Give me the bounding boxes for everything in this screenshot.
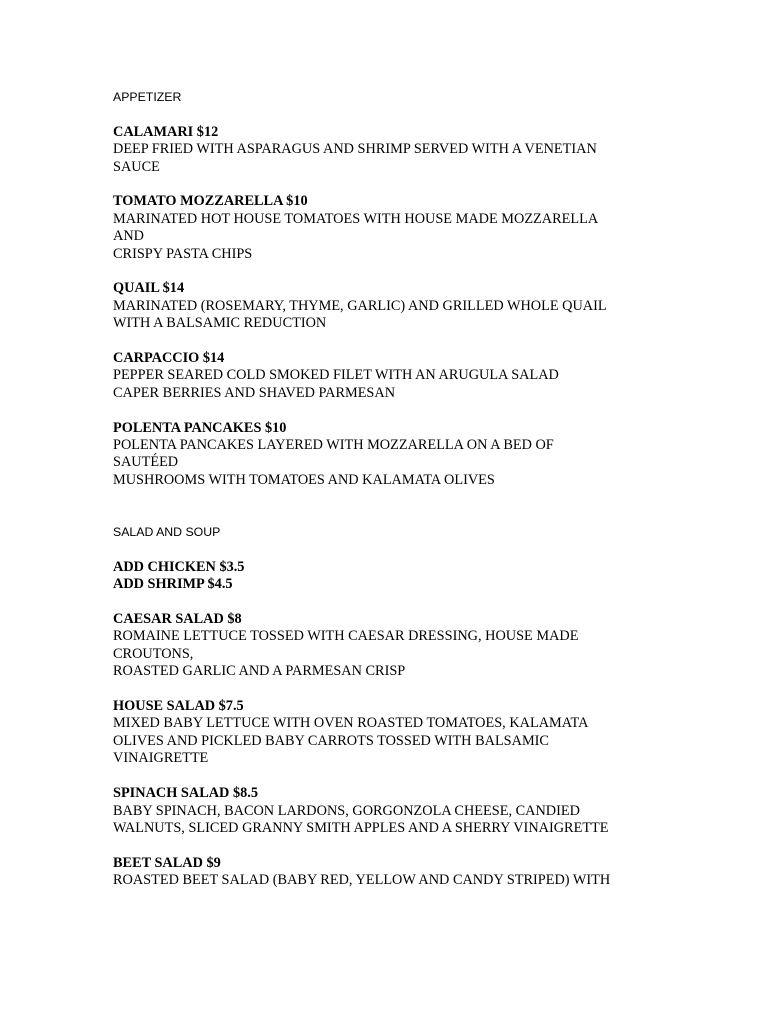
- item-title: CAESAR SALAD $8: [113, 611, 242, 628]
- item-description-line: SAUCE: [113, 158, 160, 175]
- item-title: POLENTA PANCAKES $10: [113, 419, 287, 436]
- item-description-line: VINAIGRETTE: [113, 750, 209, 767]
- item-title: SPINACH SALAD $8.5: [113, 785, 258, 802]
- item-description-line: ROASTED BEET SALAD (BABY RED, YELLOW AND CANDY STRIPED) WITH: [113, 872, 611, 889]
- section-heading: SALAD AND SOUP: [113, 525, 221, 540]
- addon-shrimp: ADD SHRIMP $4.5: [113, 576, 233, 593]
- section-appetizer: [113, 89, 713, 489]
- item-title: HOUSE SALAD $7.5: [113, 698, 244, 715]
- item-description-line: WITH A BALSAMIC REDUCTION: [113, 315, 327, 332]
- item-title: CALAMARI $12: [113, 123, 219, 140]
- section-salad-and-soup: [113, 524, 713, 889]
- menu-item-spinach-salad: [113, 785, 713, 837]
- section-heading: APPETIZER: [113, 90, 182, 104]
- menu-item-calamari: [113, 124, 713, 176]
- menu-page: [113, 89, 713, 890]
- item-description-line: SAUTÉED: [113, 454, 179, 471]
- item-description-line: ROASTED GARLIC AND A PARMESAN CRISP: [113, 663, 406, 680]
- addons-list: [113, 559, 713, 594]
- item-description-line: CAPER BERRIES AND SHAVED PARMESAN: [113, 384, 396, 401]
- item-description-line: ROMAINE LETTUCE TOSSED WITH CAESAR DRESSING, HOUSE MADE: [113, 628, 579, 645]
- item-description-line: CROUTONS,: [113, 645, 194, 662]
- menu-item-tomato-mozzarella: [113, 193, 713, 263]
- item-description-line: PEPPER SEARED COLD SMOKED FILET WITH AN ARUGULA SALAD: [113, 367, 559, 384]
- menu-item-polenta-pancakes: [113, 420, 713, 490]
- item-title: QUAIL $14: [113, 280, 185, 297]
- item-description-line: BABY SPINACH, BACON LARDONS, GORGONZOLA CHEESE, CANDIED: [113, 802, 580, 819]
- menu-item-house-salad: [113, 698, 713, 768]
- item-description-line: DEEP FRIED WITH ASPARAGUS AND SHRIMP SERVED WITH A VENETIAN: [113, 141, 597, 158]
- item-description-line: MUSHROOMS WITH TOMATOES AND KALAMATA OLIVES: [113, 471, 495, 488]
- item-title: TOMATO MOZZARELLA $10: [113, 193, 308, 210]
- item-title: CARPACCIO $14: [113, 350, 225, 367]
- item-description-line: AND: [113, 228, 144, 245]
- addon-chicken: ADD CHICKEN $3.5: [113, 558, 245, 575]
- item-description-line: WALNUTS, SLICED GRANNY SMITH APPLES AND A SHERRY VINAIGRETTE: [113, 819, 609, 836]
- menu-item-beet-salad: [113, 855, 713, 890]
- item-description-line: MIXED BABY LETTUCE WITH OVEN ROASTED TOMATOES, KALAMATA: [113, 715, 589, 732]
- item-description-line: CRISPY PASTA CHIPS: [113, 245, 253, 262]
- menu-item-quail: [113, 280, 713, 332]
- item-description-line: MARINATED (ROSEMARY, THYME, GARLIC) AND GRILLED WHOLE QUAIL: [113, 297, 607, 314]
- item-description-line: MARINATED HOT HOUSE TOMATOES WITH HOUSE MADE MOZZARELLA: [113, 210, 599, 227]
- item-title: BEET SALAD $9: [113, 854, 221, 871]
- item-description-line: POLENTA PANCAKES LAYERED WITH MOZZARELLA ON A BED OF: [113, 437, 554, 454]
- menu-item-carpaccio: [113, 350, 713, 402]
- menu-item-caesar-salad: [113, 611, 713, 681]
- item-description-line: OLIVES AND PICKLED BABY CARROTS TOSSED WITH BALSAMIC: [113, 732, 549, 749]
